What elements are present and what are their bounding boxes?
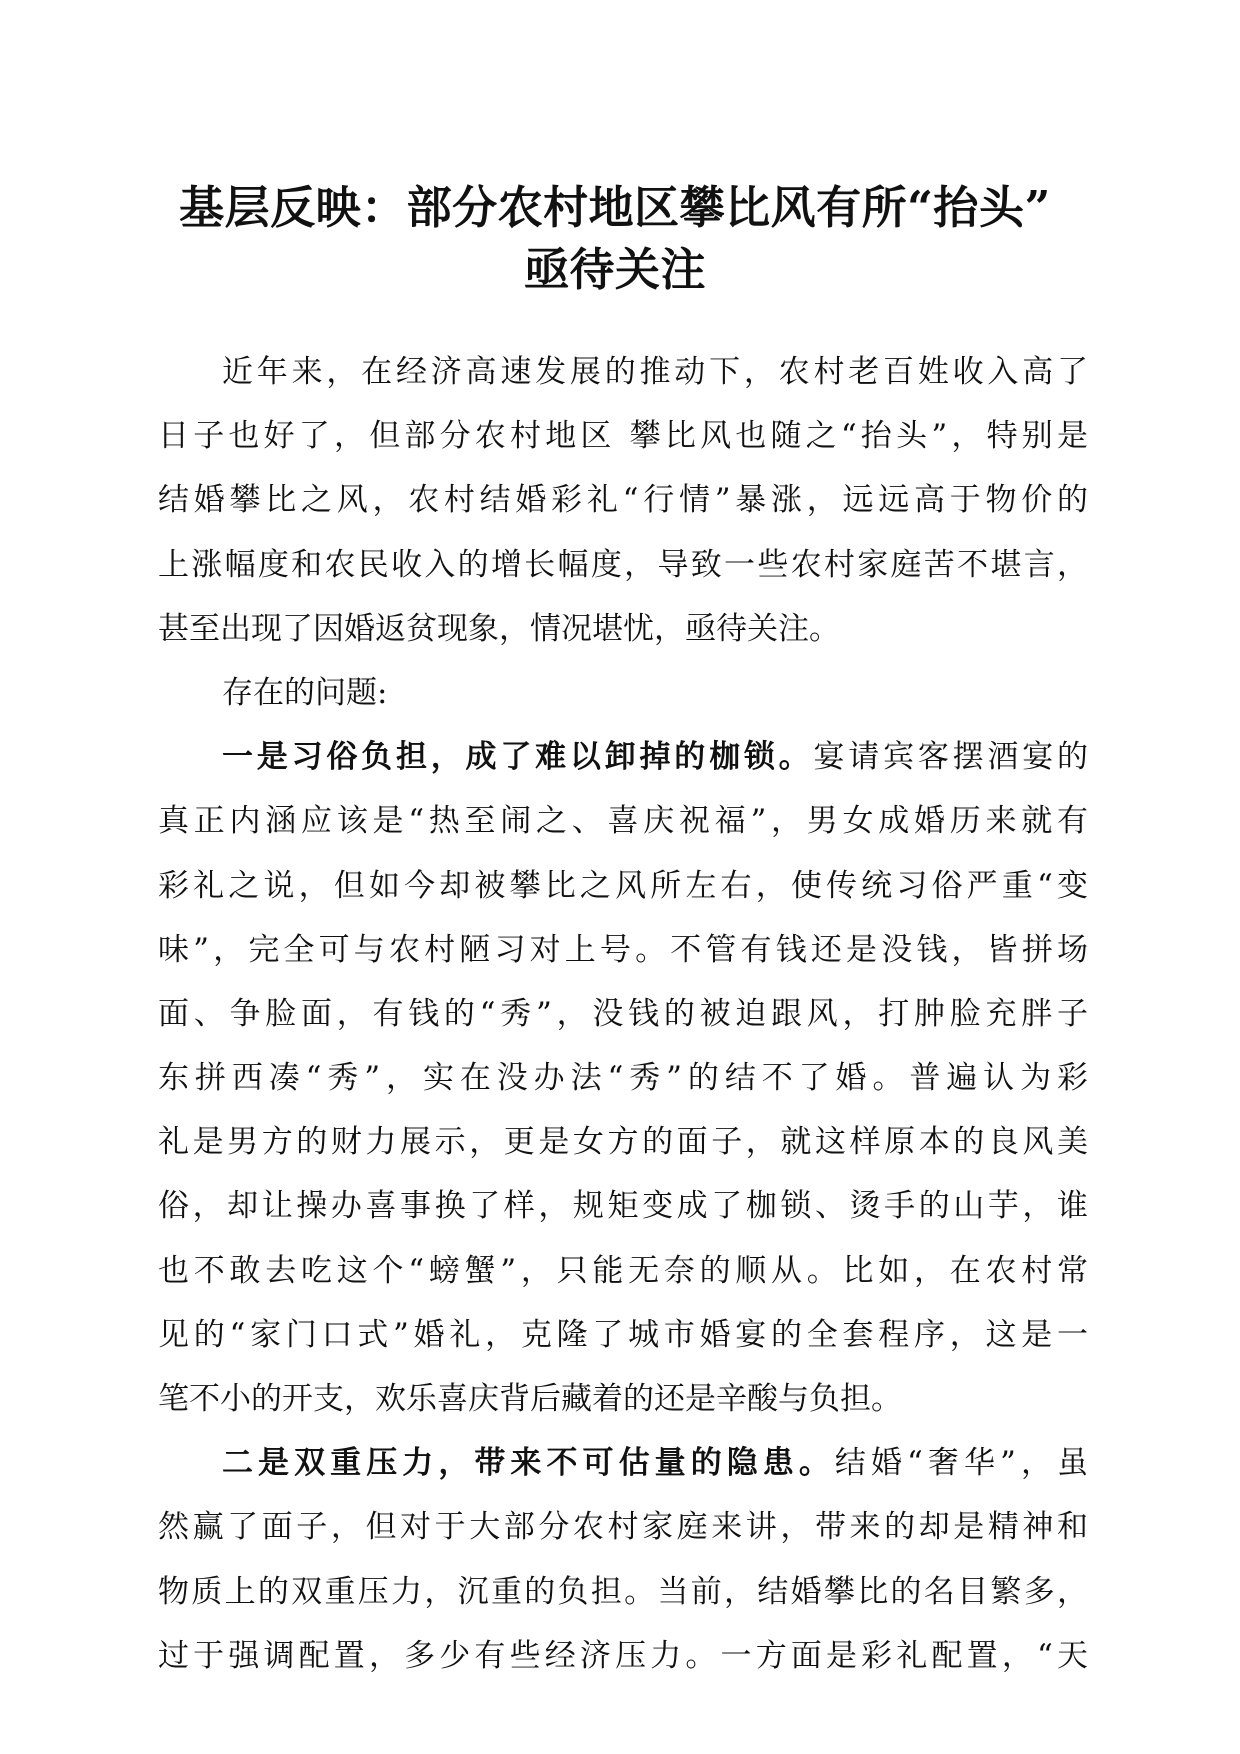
paragraph-line <box>158 1431 1088 1495</box>
paragraph-line: 近年来，在经济高速发展的推动下，农村老百姓收入高了 <box>222 354 1088 390</box>
paragraph-text: 结婚“奢华”，虽 <box>834 1445 1088 1482</box>
paragraph-line: 笔不小的开支，欢乐喜庆背后藏着的还是辛酸与负担。 <box>158 1381 902 1417</box>
paragraph-line: 真正内涵应该是“热至闹之、喜庆祝福”，男女成婚历来就有 <box>158 803 1088 840</box>
section-heading: 存在的问题: <box>222 674 388 711</box>
paragraph-line: 见的“家门口式”婚礼，克隆了城市婚宴的全套程序，这是一 <box>158 1316 1088 1353</box>
paragraph-line: 结婚攀比之风，农村结婚彩礼“行情”暴涨，远远高于物价的 <box>158 482 1088 519</box>
paragraph-line: 味”，完全可与农村陋习对上号。不管有钱还是没钱，皆拼场 <box>158 931 1088 968</box>
paragraph-line: 东拼西凑“秀”，实在没办法“秀”的结不了婚。普遍认为彩 <box>158 1060 1088 1097</box>
paragraph-line: 礼是男方的财力展示，更是女方的面子，就这样原本的良风美 <box>158 1124 1088 1161</box>
paragraph-line: 日子也好了，但部分农村地区 攀比风也随之“抬头”，特别是 <box>158 418 1088 455</box>
document-body <box>158 340 1088 1688</box>
paragraph-line: 俗，却让操办喜事换了样，规矩变成了枷锁、烫手的山芋，谁 <box>158 1188 1088 1225</box>
paragraph-line: 过于强调配置，多少有些经济压力。一方面是彩礼配置，“天 <box>158 1637 1088 1674</box>
paragraph-line: 然赢了面子，但对于大部分农村家庭来讲，带来的却是精神和 <box>158 1509 1088 1546</box>
document-title-line-2: 亟待关注 <box>523 243 706 296</box>
paragraph-line: 甚至出现了因婚返贫现象，情况堪忧，亟待关注。 <box>158 610 840 647</box>
paragraph-text: 宴请宾客摆酒宴的 <box>813 739 1089 776</box>
paragraph-line <box>158 725 1088 789</box>
paragraph-line: 上涨幅度和农民收入的增长幅度，导致一些农村家庭苦不堪言， <box>158 546 1088 583</box>
point-heading: 二是双重压力，带来不可估量的隐患。 <box>222 1445 835 1482</box>
paragraph-line: 物质上的双重压力，沉重的负担。当前，结婚攀比的名目繁多， <box>158 1573 1088 1610</box>
paragraph-line: 面、争脸面，有钱的“秀”，没钱的被迫跟风，打肿脸充胖子 <box>158 995 1088 1032</box>
paragraph-line: 彩礼之说，但如今却被攀比之风所左右，使传统习俗严重“变 <box>158 867 1088 904</box>
paragraph-line: 也不敢去吃这个“螃蟹”，只能无奈的顺从。比如，在农村常 <box>158 1252 1088 1289</box>
point-heading: 一是习俗负担，成了难以卸掉的枷锁。 <box>222 739 814 776</box>
document-title-line-1: 基层反映：部分农村地区攀比风有所“抬头” <box>179 181 1051 234</box>
